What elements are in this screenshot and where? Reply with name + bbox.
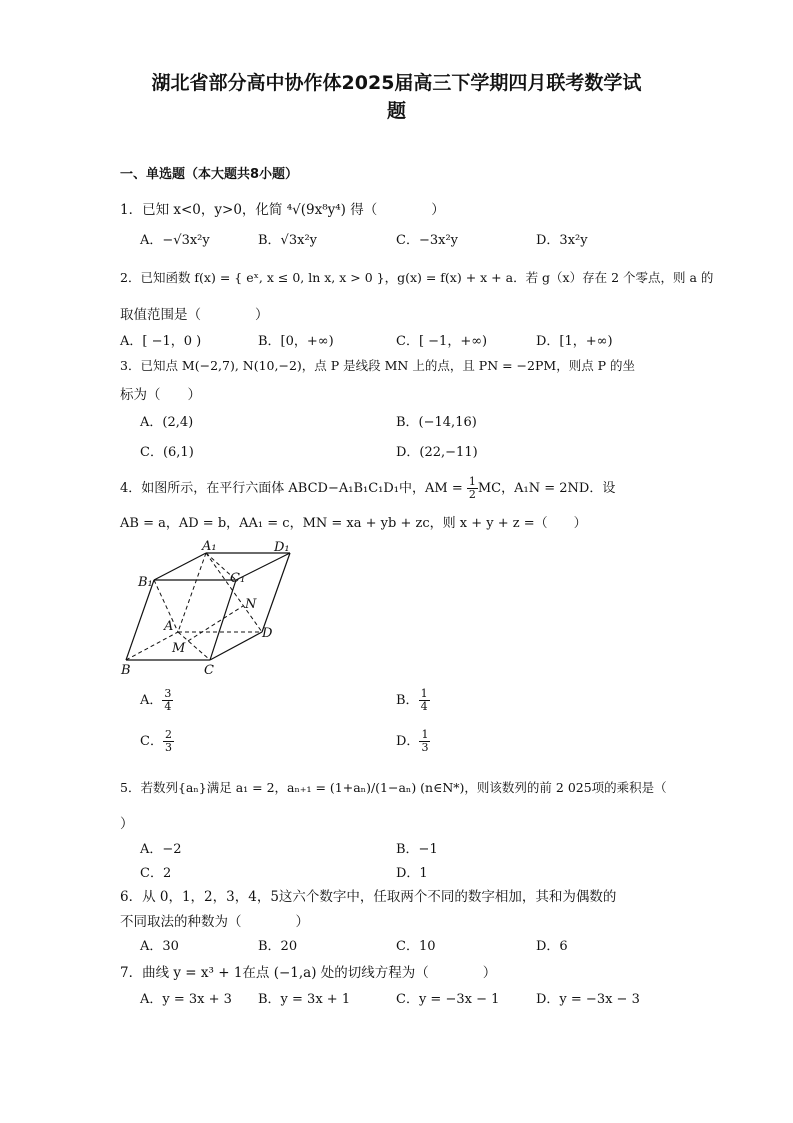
q3-option-c: C．(6,1)	[140, 445, 194, 460]
q4-stem-pre: 4．如图所示，在平行六面体 ABCD−A₁B₁C₁D₁中，AM =	[120, 481, 467, 496]
label-N: N	[245, 597, 257, 612]
q5-option-d: D．1	[396, 866, 428, 881]
page-title-line1: 湖北省部分高中协作体2025届高三下学期四月联考数学试	[151, 72, 642, 94]
q1-option-a: A．−√3x²y	[140, 233, 210, 248]
q3-option-b: B．(−14,16)	[396, 415, 477, 430]
q4-option-a-label: A．	[140, 693, 163, 708]
q3-option-d: D．(22,−11)	[396, 445, 478, 460]
q1-stem: 1．已知 x<0，y>0，化简 ⁴√(9x⁸y⁴) 得（ ）	[120, 202, 445, 218]
parallelepiped-figure	[118, 540, 298, 680]
q4-option-c-num: 2	[164, 728, 172, 741]
q4-stem-post: MC，A₁N = 2ND．设	[477, 481, 616, 496]
q6-option-d: D．6	[536, 939, 568, 954]
q2-option-d: D．[1，+∞)	[536, 334, 613, 349]
q4-option-d	[396, 729, 430, 754]
q4-option-b-num: 1	[420, 687, 428, 700]
label-A: A	[164, 619, 174, 634]
q7-option-a: A．y = 3x + 3	[140, 992, 232, 1007]
label-C: C	[204, 663, 214, 678]
q4-option-a-den: 4	[164, 700, 172, 713]
q4-option-c	[140, 729, 174, 754]
q6-stem-line1: 6．从 0，1，2，3，4，5这六个数字中，任取两个不同的数字相加，其和为偶数的	[120, 889, 617, 905]
q7-option-b: B．y = 3x + 1	[258, 992, 351, 1007]
q5-option-a: A．−2	[140, 842, 182, 857]
q4-option-c-fraction	[163, 729, 174, 754]
q4-option-b-fraction	[419, 688, 430, 713]
q5-stem-line1: 5．若数列{aₙ}满足 a₁ = 2，aₙ₊₁ = (1+aₙ)/(1−aₙ) (n∈N*)，则该数列的前 2 025项的乘积是（	[120, 780, 667, 795]
q2-stem-line1: 2．已知函数 f(x) = { eˣ, x ≤ 0, ln x, x > 0 }，g(x) = f(x) + x + a．若 g（x）存在 2 个零点，则 a 的	[120, 270, 714, 285]
q6-option-a: A．30	[140, 939, 179, 954]
q4-option-c-label: C．	[140, 734, 163, 749]
q3-option-a: A．(2,4)	[140, 415, 194, 430]
q4-option-d-den: 3	[421, 741, 429, 754]
label-D1: D₁	[274, 540, 290, 555]
q6-option-b: B．20	[258, 939, 298, 954]
q4-option-b	[396, 688, 430, 713]
q4-option-b-label: B．	[396, 693, 419, 708]
q4-option-a	[140, 688, 173, 713]
q7-stem: 7．曲线 y = x³ + 1在点 (−1,a) 处的切线方程为（ ）	[120, 965, 497, 981]
label-A1: A₁	[202, 540, 217, 554]
q5-option-b: B．−1	[396, 842, 438, 857]
q2-option-b: B．[0，+∞)	[258, 334, 334, 349]
q4-option-b-den: 4	[420, 700, 428, 713]
q6-option-c: C．10	[396, 939, 436, 954]
q3-stem-line1: 3．已知点 M(−2,7), N(10,−2)，点 P 是线段 MN 上的点，且 PN = −2PM，则点 P 的坐	[120, 358, 636, 373]
q4-stem-fraction	[467, 476, 478, 501]
q4-option-d-label: D．	[396, 734, 420, 749]
label-C1: C₁	[230, 571, 246, 586]
q6-stem-line2: 不同取法的种数为（ ）	[120, 914, 309, 930]
q4-stem-line1	[120, 476, 615, 501]
q7-option-c: C．y = −3x − 1	[396, 992, 500, 1007]
q1-option-c: C．−3x²y	[396, 233, 458, 248]
q7-option-d: D．y = −3x − 3	[536, 992, 640, 1007]
q4-option-d-fraction	[419, 729, 430, 754]
q2-option-a: A．[ −1，0 )	[120, 334, 202, 349]
q4-option-a-num: 3	[164, 687, 172, 700]
q5-stem-line2: ）	[120, 816, 134, 832]
section-heading: 一、单选题（本大题共8小题）	[120, 167, 299, 182]
q4-option-d-num: 1	[421, 728, 429, 741]
q1-option-d: D．3x²y	[536, 233, 588, 248]
label-B: B	[121, 663, 131, 678]
q4-stem-line2: AB = a，AD = b，AA₁ = c，MN = xa + yb + zc，则 x + y + z =（ ）	[120, 516, 587, 531]
q1-option-b: B．√3x²y	[258, 233, 317, 248]
page-title-line2: 题	[386, 100, 406, 122]
label-D: D	[262, 626, 273, 641]
q3-stem-line2: 标为（ ）	[120, 387, 201, 403]
q4-stem-frac-den: 2	[468, 488, 476, 501]
q2-option-c: C．[ −1，+∞)	[396, 334, 488, 349]
label-M: M	[172, 641, 186, 656]
q4-option-c-den: 3	[164, 741, 172, 754]
q5-option-c: C．2	[140, 866, 172, 881]
q4-stem-frac-num: 1	[468, 475, 476, 488]
q2-stem-line2: 取值范围是（ ）	[120, 307, 269, 323]
label-B1: B₁	[138, 575, 153, 590]
q4-option-a-fraction	[162, 688, 173, 713]
